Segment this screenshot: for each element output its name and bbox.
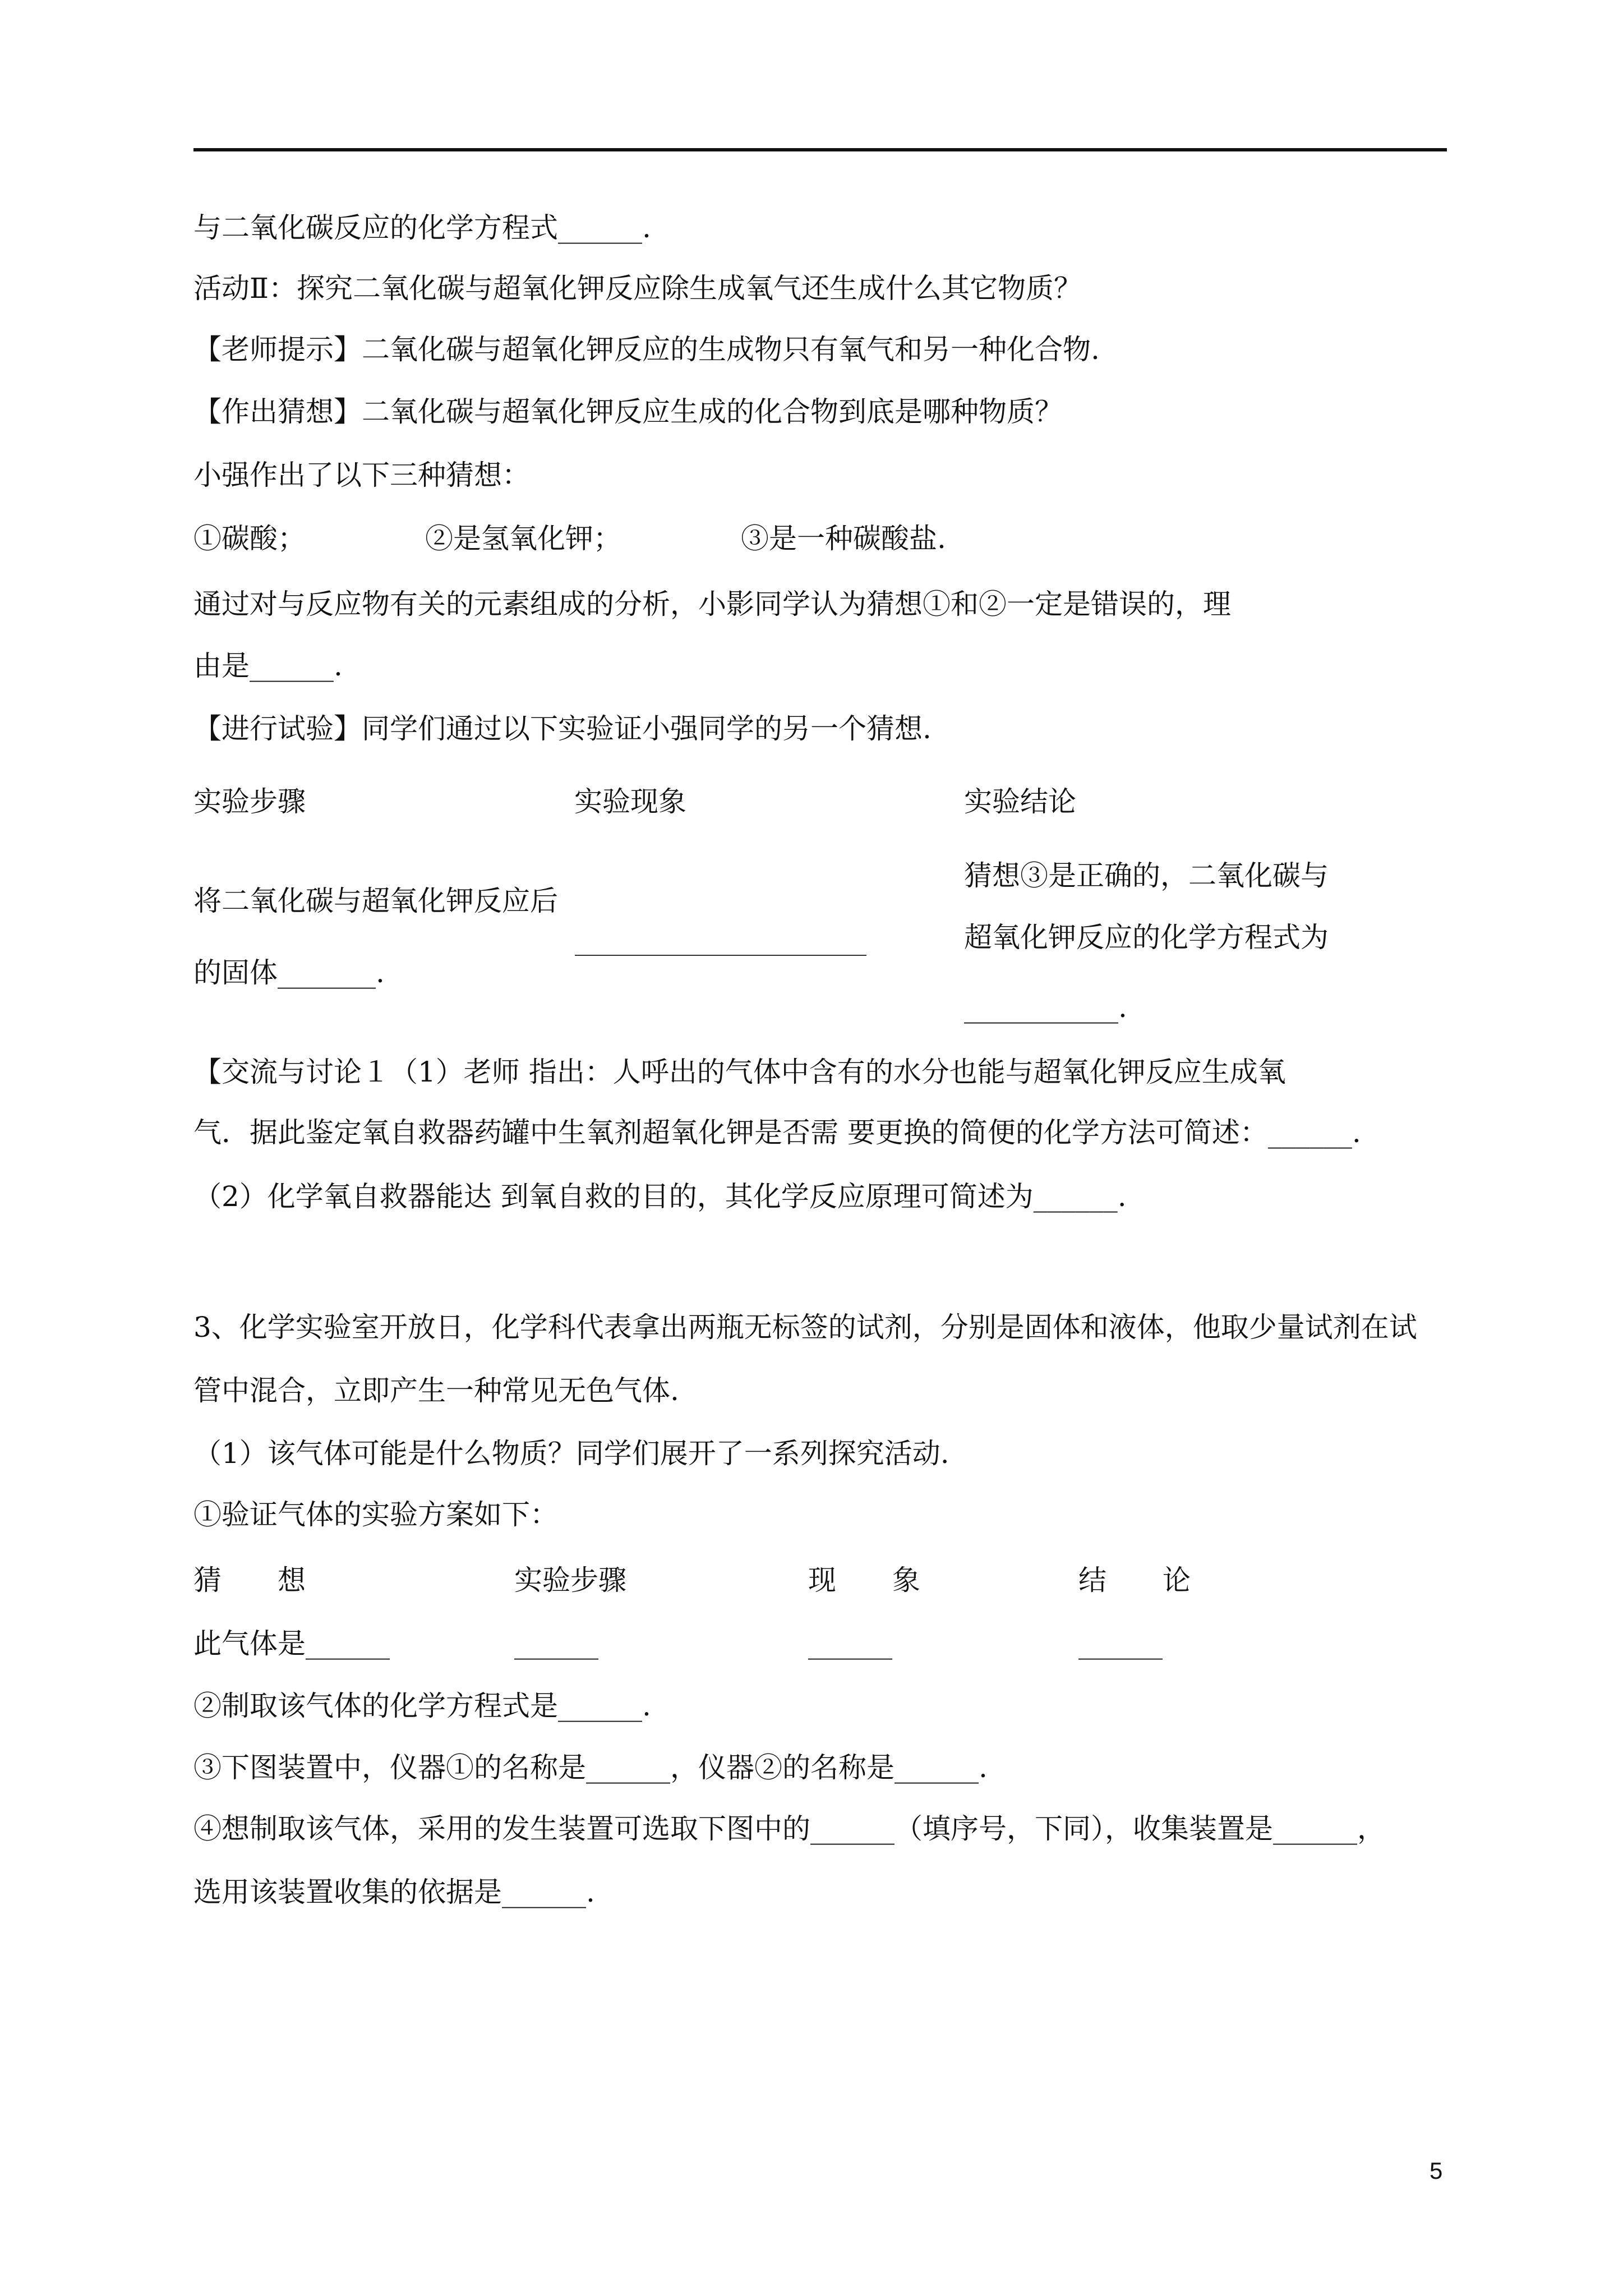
table1-conclusion-line: ___________. — [964, 991, 1127, 1024]
table1-header-phenomenon: 实验现象 — [574, 785, 686, 818]
header-rule — [193, 148, 1447, 151]
experiment-heading: 【进行试验】同学们通过以下实验证小强同学的另一个猜想. — [193, 712, 932, 745]
table2-cell: ______ — [514, 1627, 598, 1660]
teacher-hint: 【老师提示】二氧化碳与超氧化钾反应的生成物只有氧气和另一种化合物. — [193, 333, 1100, 366]
table1-conclusion-line: 猜想③是正确的，二氧化碳与 — [964, 859, 1329, 892]
table2-header-phenomenon: 现 象 — [808, 1564, 920, 1596]
text-line: ④想制取该气体，采用的发生装置可选取下图中的______（填序号，下同），收集装置是______， — [193, 1812, 1385, 1845]
table1-step-line: 将二氧化碳与超氧化钾反应后 — [193, 885, 558, 917]
table2-header-conclusion: 结 论 — [1078, 1564, 1191, 1596]
text-line: 管中混合，立即产生一种常见无色气体. — [193, 1374, 679, 1407]
text-line: （2）化学氧自救器能达 到氧自救的目的，其化学反应原理可简述为______. — [193, 1180, 1127, 1213]
text-line: ②制取该气体的化学方程式是______. — [193, 1690, 651, 1722]
text-line: 选用该装置收集的依据是______. — [193, 1876, 595, 1908]
table2-cell: ______ — [808, 1627, 892, 1660]
text-line: 通过对与反应物有关的元素组成的分析，小影同学认为猜想①和②一定是错误的，理 — [193, 588, 1231, 620]
guess-1: ①碳酸； — [193, 522, 306, 555]
text-line: 小强作出了以下三种猜想： — [193, 459, 530, 491]
discussion-heading: 【交流与讨论１（1）老师 指出：人呼出的气体中含有的水分也能与超氧化钾反应生成氧 — [193, 1056, 1286, 1088]
phenomenon-blank — [575, 955, 866, 956]
text-line: 气．据此鉴定氧自救器药罐中生氧剂超氧化钾是否需 要更换的简便的化学方法可简述：______. — [193, 1116, 1361, 1149]
text-line: （1）该气体可能是什么物质？同学们展开了一系列探究活动. — [193, 1437, 949, 1470]
text-line: ③下图装置中，仪器①的名称是______，仪器②的名称是______. — [193, 1751, 988, 1784]
activity-ii-heading: 活动Ⅱ：探究二氧化碳与超氧化钾反应除生成氧气还生成什么其它物质？ — [193, 272, 1082, 305]
table1-conclusion-line: 超氧化钾反应的化学方程式为 — [964, 921, 1329, 954]
table2-header-step: 实验步骤 — [514, 1564, 626, 1596]
table1-header-step: 实验步骤 — [193, 785, 306, 818]
question-3: 3、化学实验室开放日，化学科代表拿出两瓶无标签的试剂，分别是固体和液体，他取少量试剂在试 — [193, 1311, 1417, 1343]
table1-step-line: 的固体_______. — [193, 956, 385, 989]
guess-2: ②是氢氧化钾； — [425, 522, 621, 555]
text-line: ①验证气体的实验方案如下： — [193, 1498, 558, 1531]
text-line: 由是______. — [193, 650, 343, 682]
text-line: 与二氧化碳反应的化学方程式______. — [193, 211, 651, 244]
hypothesis-heading: 【作出猜想】二氧化碳与超氧化钾反应生成的化合物到底是哪种物质？ — [193, 395, 1063, 428]
table2-cell: 此气体是______ — [193, 1627, 390, 1660]
page-number: 5 — [1430, 2157, 1443, 2184]
table2-cell: ______ — [1078, 1627, 1163, 1660]
table2-header-guess: 猜 想 — [193, 1564, 306, 1596]
guess-3: ③是一种碳酸盐. — [741, 522, 946, 555]
table1-header-conclusion: 实验结论 — [964, 785, 1076, 818]
